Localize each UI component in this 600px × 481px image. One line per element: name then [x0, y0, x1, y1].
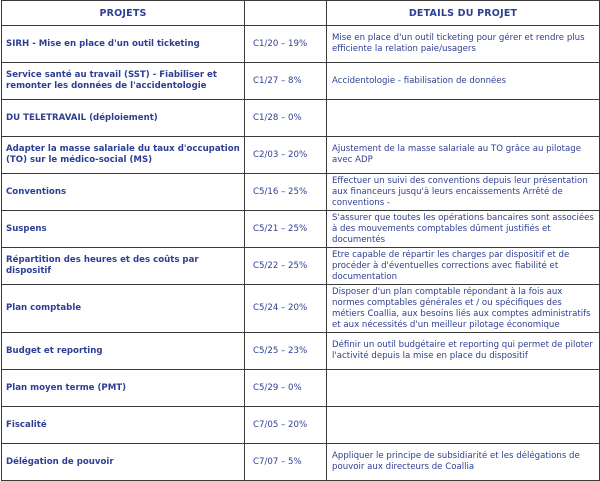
project-detail: Effectuer un suivi des conventions depuis leur présentation aux financeurs jusqu'à leurs encaissements Arrêté de conventions - [327, 174, 600, 211]
table-row [2, 174, 600, 211]
table-row [2, 26, 600, 63]
header-details: DETAILS DU PROJET [327, 1, 600, 26]
project-name: Budget et reporting [2, 333, 245, 370]
project-name: Délégation de pouvoir [2, 444, 245, 481]
table-row [2, 248, 600, 285]
project-name: SIRH - Mise en place d'un outil ticketing [2, 26, 245, 63]
project-name: Plan comptable [2, 285, 245, 333]
project-detail: Etre capable de répartir les charges par dispositif et de procéder à d'éventuelles corrections avec fiabilité et documentation [327, 248, 600, 285]
table-row [2, 211, 600, 248]
project-name: Répartition des heures et des coûts par dispositif [2, 248, 245, 285]
project-detail [327, 407, 600, 444]
project-detail: Accidentologie - fiabilisation de données [327, 63, 600, 100]
project-code: C1/27 – 8% [245, 63, 327, 100]
table-row [2, 285, 600, 333]
header-projets: PROJETS [2, 1, 245, 26]
table-row [2, 137, 600, 174]
project-name: Adapter la masse salariale du taux d'occupation (TO) sur le médico-social (MS) [2, 137, 245, 174]
project-detail [327, 370, 600, 407]
project-detail: Appliquer le principe de subsidiarité et les délégations de pouvoir aux directeurs de Coallia [327, 444, 600, 481]
projects-table [1, 0, 600, 481]
table-row [2, 370, 600, 407]
table-row [2, 407, 600, 444]
project-detail: Mise en place d'un outil ticketing pour gérer et rendre plus efficiente la relation paie/usagers [327, 26, 600, 63]
table-row [2, 63, 600, 100]
project-code: C5/16 – 25% [245, 174, 327, 211]
project-name: DU TELETRAVAIL (déploiement) [2, 100, 245, 137]
project-code: C2/03 – 20% [245, 137, 327, 174]
project-code: C5/22 – 25% [245, 248, 327, 285]
project-code: C5/29 – 0% [245, 370, 327, 407]
project-detail: Définir un outil budgétaire et reporting qui permet de piloter l'activité depuis la mise en place du dispositif [327, 333, 600, 370]
project-name: Plan moyen terme (PMT) [2, 370, 245, 407]
project-code: C5/21 – 25% [245, 211, 327, 248]
table-row [2, 333, 600, 370]
table-row [2, 100, 600, 137]
project-code: C5/25 – 23% [245, 333, 327, 370]
project-name: Conventions [2, 174, 245, 211]
project-detail: Disposer d'un plan comptable répondant à la fois aux normes comptables générales et / ou spécifiques des métiers Coallia, aux besoins liés aux comptes administratifs et aux nécessités d'un meilleur pilotage économique [327, 285, 600, 333]
project-name: Service santé au travail (SST) - Fiabiliser et remonter les données de l'accidentologie [2, 63, 245, 100]
project-detail [327, 100, 600, 137]
project-code: C7/07 – 5% [245, 444, 327, 481]
project-detail: S'assurer que toutes les opérations bancaires sont associées à des mouvements comptables dûment justifiés et documentés [327, 211, 600, 248]
project-detail: Ajustement de la masse salariale au TO grâce au pilotage avec ADP [327, 137, 600, 174]
header-code [245, 1, 327, 26]
table-header-row [2, 1, 600, 26]
project-code: C7/05 – 20% [245, 407, 327, 444]
project-code: C1/20 – 19% [245, 26, 327, 63]
project-name: Fiscalité [2, 407, 245, 444]
project-code: C1/28 – 0% [245, 100, 327, 137]
project-name: Suspens [2, 211, 245, 248]
project-code: C5/24 – 20% [245, 285, 327, 333]
table-row [2, 444, 600, 481]
